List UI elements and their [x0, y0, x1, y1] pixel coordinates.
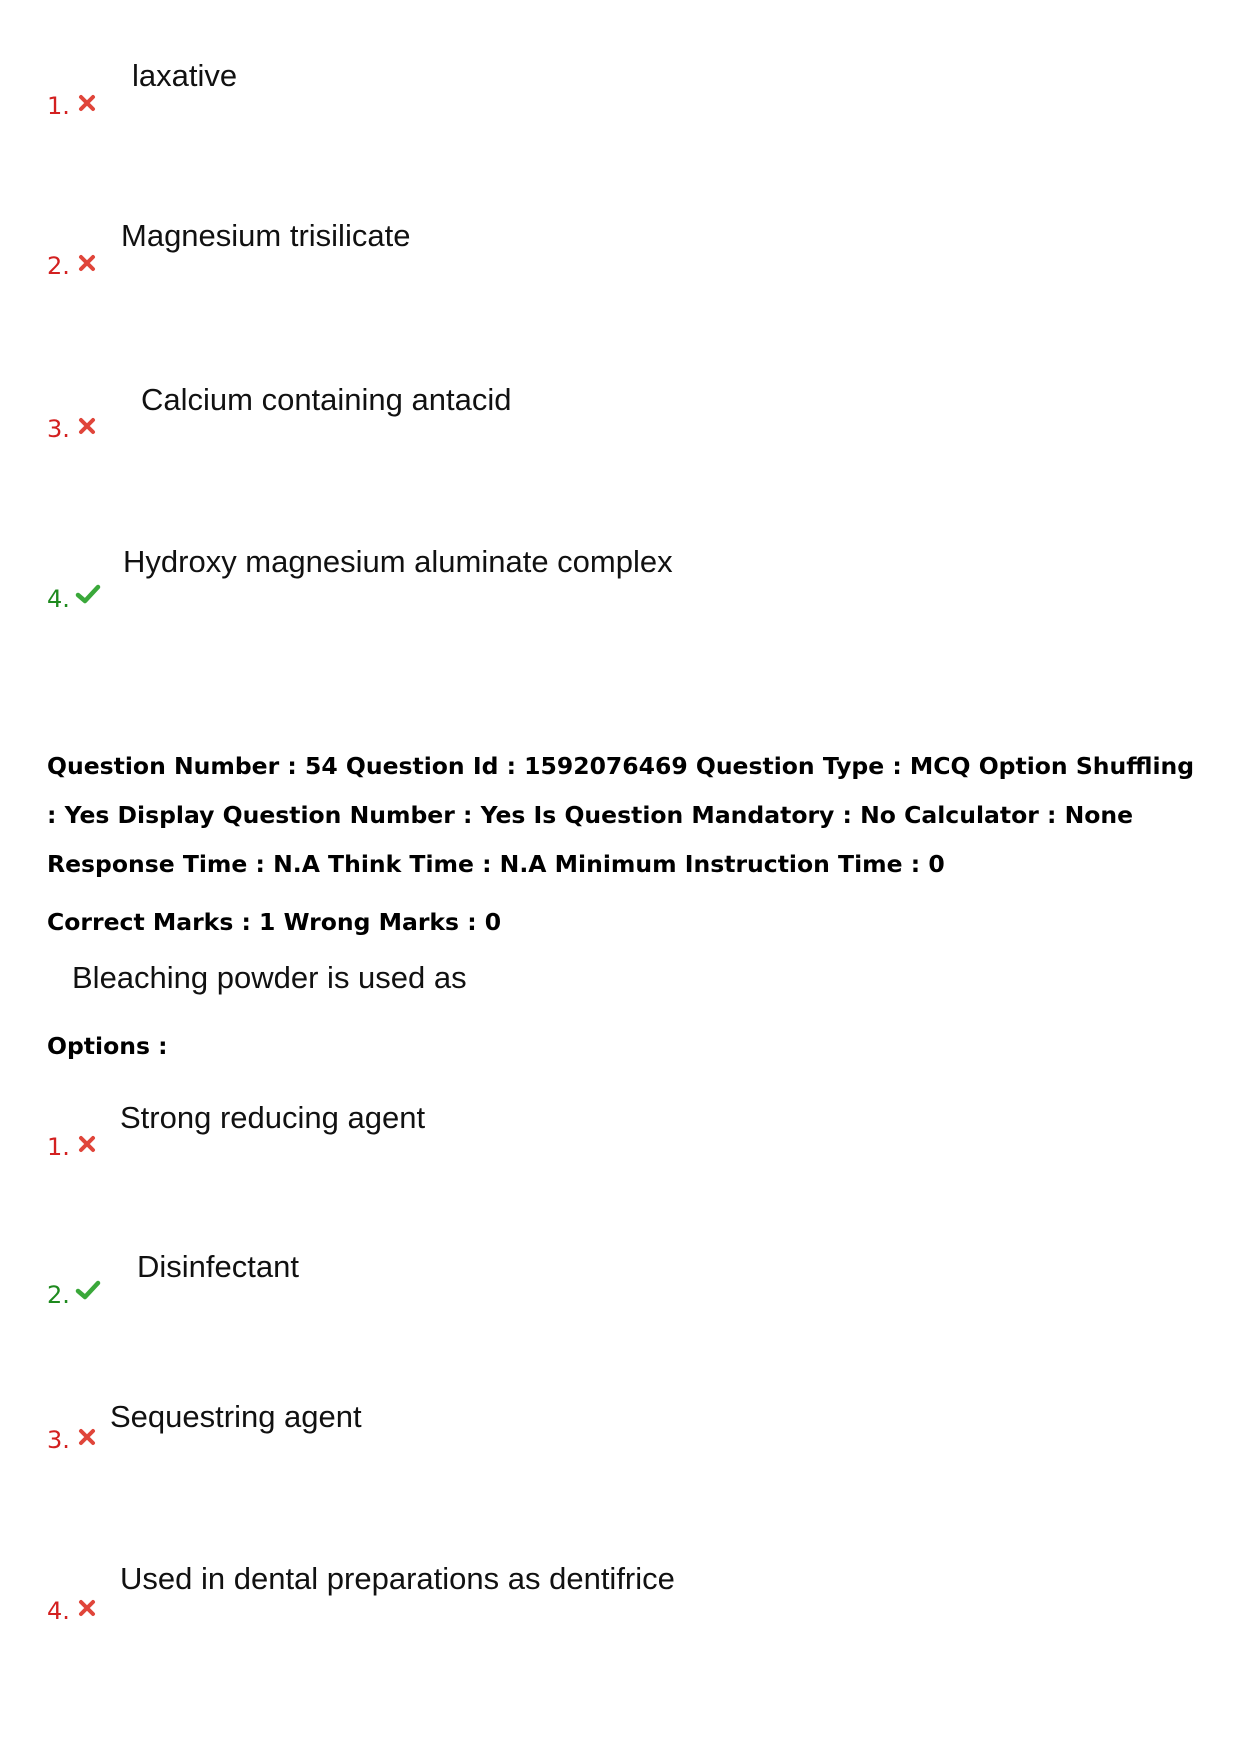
option-text: Used in dental preparations as dentifrice: [120, 1561, 675, 1596]
option-text: Hydroxy magnesium aluminate complex: [123, 544, 673, 579]
option-text: Magnesium trisilicate: [121, 218, 411, 253]
option-text: Disinfectant: [137, 1249, 299, 1284]
option-text: Calcium containing antacid: [141, 382, 512, 417]
check-icon: [75, 583, 101, 605]
cross-icon: [76, 252, 98, 274]
option-text: Sequestring agent: [110, 1399, 362, 1434]
cross-icon: [76, 92, 98, 114]
option-number: 4.: [47, 585, 70, 613]
cross-icon: [76, 1597, 98, 1619]
options-label: Options :: [47, 1032, 168, 1060]
cross-icon: [76, 1133, 98, 1155]
option-number: 1.: [47, 92, 70, 120]
question-metadata: Question Number : 54 Question Id : 1592076469 Question Type : MCQ Option Shuffling : Yes Display Question Number : Yes Is Question Mandatory : No Calculator : None Response Time : N.A Think Time : N.A Minimum Instruction Time : 0: [47, 752, 1195, 878]
option-text: Strong reducing agent: [120, 1100, 426, 1135]
question-text: Bleaching powder is used as: [72, 960, 467, 995]
option-text: laxative: [132, 58, 238, 93]
option-number: 4.: [47, 1597, 70, 1625]
cross-icon: [76, 1426, 98, 1448]
marks-info: Correct Marks : 1 Wrong Marks : 0: [47, 908, 502, 936]
option-number: 2.: [47, 1281, 70, 1309]
option-number: 1.: [47, 1133, 70, 1161]
cross-icon: [76, 415, 98, 437]
option-number: 3.: [47, 415, 70, 443]
check-icon: [75, 1279, 101, 1301]
option-number: 2.: [47, 252, 70, 280]
option-number: 3.: [47, 1426, 70, 1454]
